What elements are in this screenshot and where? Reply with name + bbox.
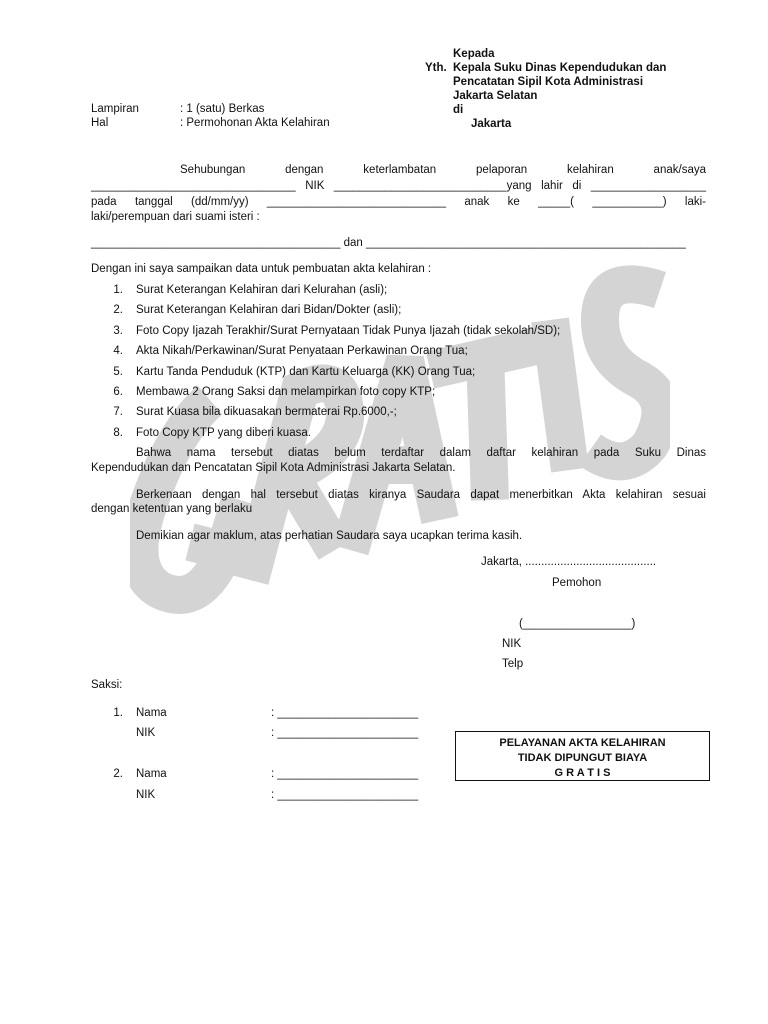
list-item: Surat Keterangan Kelahiran dari Bidan/Dokter (asli); (136, 304, 402, 316)
intro-line5: _______________________________________ dan __________________________________________________ (91, 237, 686, 249)
witness-name-field: : ______________________ (271, 768, 419, 780)
signature-telp: Telp (502, 658, 524, 670)
intro-line1: Sehubungan dengan keterlambatan pelaporan kelahiran anak/saya (180, 164, 706, 176)
witness-name-label: Nama (136, 707, 167, 719)
list-item: Surat Kuasa bila dikuasakan bermaterai Rp.6000,-; (136, 406, 397, 418)
signature-pemohon: Pemohon (552, 577, 602, 589)
address-kepada: Kepada (453, 48, 495, 60)
list-item-number: 8. (113, 427, 123, 439)
lampiran-value: : 1 (satu) Berkas (180, 103, 265, 115)
free-service-line2: TIDAK DIPUNGUT BIAYA (517, 752, 648, 764)
witness-nik-field: : ______________________ (271, 789, 419, 801)
hal-label: Hal (91, 117, 109, 129)
list-item: Kartu Tanda Penduduk (KTP) dan Kartu Keluarga (KK) Orang Tua; (136, 366, 476, 378)
free-service-box (455, 731, 710, 781)
witness-number: 1. (113, 707, 123, 719)
witness-nik-label: NIK (136, 789, 156, 801)
para1-line2: Kependudukan dan Pencatatan Sipil Kota Administrasi Jakarta Selatan. (91, 462, 456, 474)
lampiran-label: Lampiran (91, 103, 139, 115)
signature-name-line: (_________________) (519, 618, 636, 630)
list-item: Membawa 2 Orang Saksi dan melampirkan foto copy KTP; (136, 386, 436, 398)
witness-number: 2. (113, 768, 123, 780)
address-di: di (453, 104, 464, 116)
address-yth: Yth. (425, 62, 447, 74)
witness-name-label: Nama (136, 768, 167, 780)
free-service-line3: G R A T I S (554, 767, 611, 779)
list-item-number: 7. (113, 406, 123, 418)
list-item-number: 3. (113, 325, 123, 337)
list-item: Akta Nikah/Perkawinan/Surat Penyataan Perkawinan Orang Tua; (136, 345, 468, 357)
intro-line3: pada tanggal (dd/mm/yy) ____________________________ anak ke _____( ___________) laki- (91, 196, 706, 208)
address-line1: Kepala Suku Dinas Kependudukan dan (453, 62, 667, 74)
list-item-number: 1. (113, 284, 123, 296)
list-item-number: 4. (113, 345, 123, 357)
intro-line4: laki/perempuan dari suami isteri : (91, 211, 260, 223)
para1-line1: Bahwa nama tersebut diatas belum terdaftar dalam daftar kelahiran pada Suku Dinas (136, 447, 706, 459)
list-item-number: 5. (113, 366, 123, 378)
list-item-number: 6. (113, 386, 123, 398)
para2-line1: Berkenaan dengan hal tersebut diatas kiranya Saudara dapat menerbitkan Akta kelahiran sesuai (136, 489, 706, 501)
hal-value: : Permohonan Akta Kelahiran (180, 117, 330, 129)
signature-nik: NIK (502, 638, 522, 650)
intro-line2: ________________________________ NIK ___________________________yang lahir di __________________ (91, 180, 706, 192)
witness-name-field: : ______________________ (271, 707, 419, 719)
witness-title: Saksi: (91, 679, 123, 691)
witness-nik-label: NIK (136, 727, 156, 739)
witness-nik-field: : ______________________ (271, 727, 419, 739)
list-item: Surat Keterangan Kelahiran dari Kelurahan (asli); (136, 284, 388, 296)
list-item: Foto Copy KTP yang diberi kuasa. (136, 427, 311, 439)
closing-text: Demikian agar maklum, atas perhatian Saudara saya ucapkan terima kasih. (136, 530, 523, 542)
address-line2: Pencatatan Sipil Kota Administrasi (453, 76, 644, 88)
para2-line2: dengan ketentuan yang berlaku (91, 503, 253, 515)
free-service-line1: PELAYANAN AKTA KELAHIRAN (499, 737, 666, 749)
address-city: Jakarta (471, 118, 512, 130)
address-line3: Jakarta Selatan (453, 90, 538, 102)
list-item: Foto Copy Ijazah Terakhir/Surat Pernyataan Tidak Punya Ijazah (tidak sekolah/SD); (136, 325, 561, 337)
list-item-number: 2. (113, 304, 123, 316)
signature-place-date: Jakarta, ......................................... (481, 556, 657, 568)
data-intro: Dengan ini saya sampaikan data untuk pembuatan akta kelahiran : (91, 263, 432, 275)
